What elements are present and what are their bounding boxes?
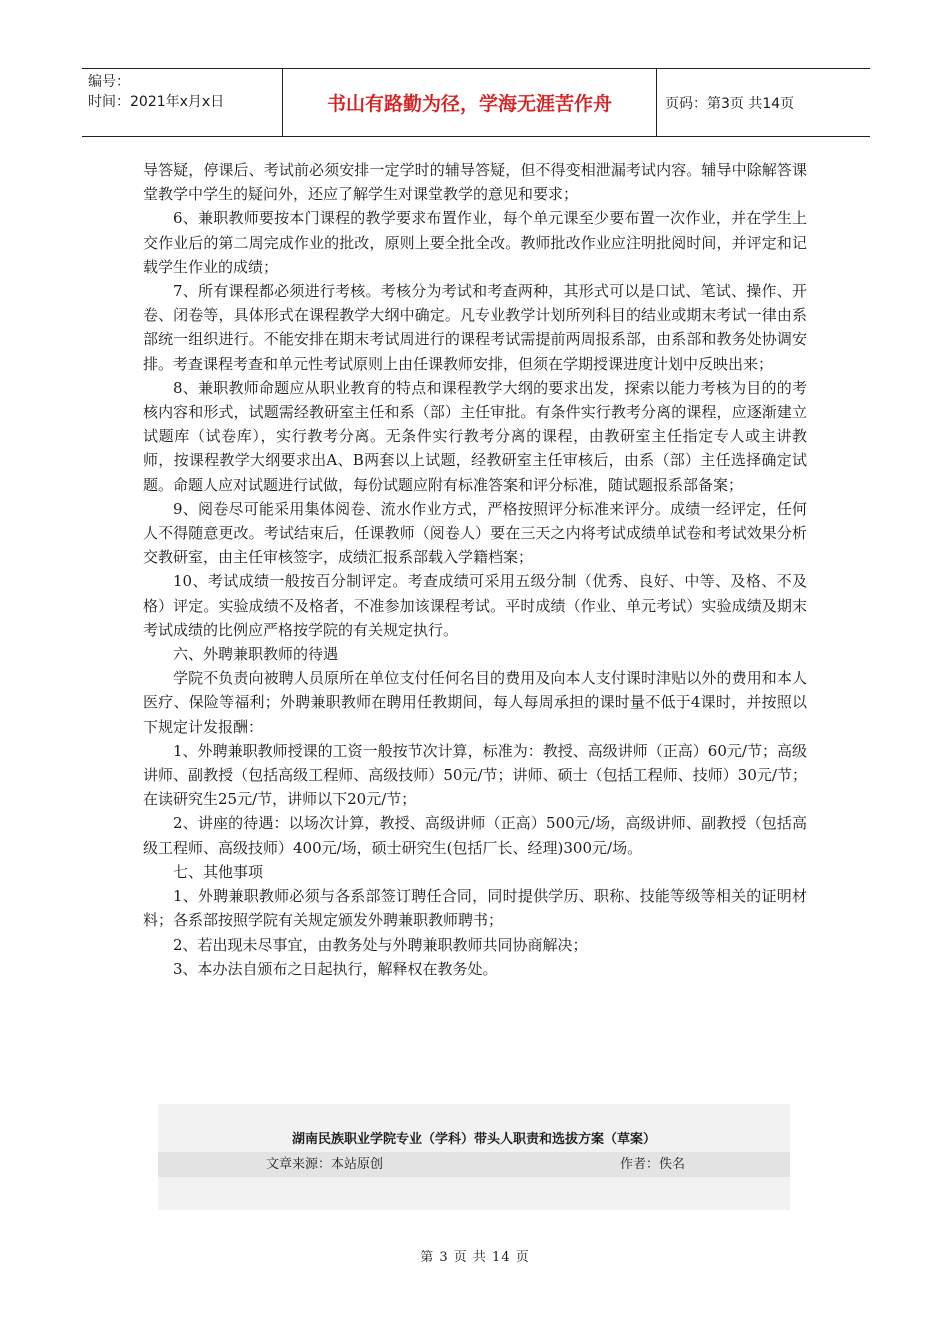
- paragraph: 2、讲座的待遇：以场次计算，教授、高级讲师（正高）500元/场，高级讲师、副教授（包括高级工程师、高级技师）400元/场，硕士研究生(包括厂长、经理)300元/场。: [143, 814, 807, 857]
- article-meta-row: [158, 1152, 790, 1177]
- document-number-label: 编号：: [88, 74, 130, 90]
- paragraph: 1、外聘兼职教师必须与各系部签订聘任合同，同时提供学历、职称、技能等级等相关的证明材料；各系部按照学院有关规定颁发外聘兼职教师聘书；: [143, 887, 807, 930]
- section-heading: 六、外聘兼职教师的待遇: [173, 645, 339, 664]
- paragraph: 导答疑，停课后、考试前必须安排一定学时的辅导答疑，但不得变相泄漏考试内容。辅导中除解答课堂教学中学生的疑问外，还应了解学生对课堂教学的意见和要求；: [143, 161, 807, 204]
- article-source: 文章来源：本站原创: [266, 1157, 384, 1172]
- paragraph: 9、阅卷尽可能采用集体阅卷、流水作业方式，严格按照评分标准来评分。成绩一经评定，任何人不得随意更改。考试结束后，任课教师（阅卷人）要在三天之内将考试成绩单试卷和考试效果分析交教研室，由主任审核签字，成绩汇报系部载入学籍档案；: [143, 499, 807, 567]
- paragraph: 1、外聘兼职教师授课的工资一般按节次计算，标准为：教授、高级讲师（正高）60元/节；高级讲师、副教授（包括高级工程师、高级技师）50元/节；讲师、硕士（包括工程师、技师）30元/节；在读研究生25元/节，讲师以下20元/节；: [143, 741, 807, 809]
- paragraph: 学院不负责向被聘人员原所在单位支付任何名目的费用及向本人支付课时津贴以外的费用和本人医疗、保险等福利；外聘兼职教师在聘用任教期间，每人每周承担的课时量不低于4课时，并按照以下规定计发报酬：: [143, 669, 807, 736]
- paragraph: 2、若出现未尽事宜，由教务处与外聘兼职教师共同协商解决；: [173, 935, 588, 954]
- article-author: 作者：佚名: [620, 1157, 686, 1172]
- article-title: 湖南民族职业学院专业（学科）带头人职责和选拔方案（草案）: [291, 1132, 656, 1147]
- header-info: [82, 69, 282, 136]
- section-heading: 七、其他事项: [173, 862, 264, 881]
- page-header: [82, 68, 870, 137]
- page-footer: 第 3 页 共 14 页: [420, 1250, 530, 1265]
- paragraph: 6、兼职教师要按本门课程的教学要求布置作业，每个单元课至少要布置一次作业，并在学生上交作业后的第二周完成作业的批改，原则上要全批全改。教师批改作业应注明批阅时间，并评定和记载学生作业的成绩；: [143, 209, 807, 276]
- header-motto: 书山有路勤为径，学海无涯苦作舟: [282, 69, 657, 136]
- paragraph: 8、兼职教师命题应从职业教育的特点和课程教学大纲的要求出发，探索以能力考核为目的的考核内容和形式，试题需经教研室主任和系（部）主任审批。有条件实行教考分离的课程，应逐渐建立试题库（试卷库），实行教考分离。无条件实行教考分离的课程，由教研室主任指定专人或主讲教师，按课程教学大纲要求出A、B两套以上试题，经教研室主任审核后，由系（部）主任选择确定试题。命题人应对试题进行试做，每份试题应附有标准答案和评分标准，随试题报系部备案；: [143, 378, 807, 494]
- document-date-label: 时间：2021年x月x日: [88, 94, 225, 110]
- article-info-box: [158, 1104, 790, 1210]
- paragraph: 10、考试成绩一般按百分制评定。考查成绩可采用五级分制（优秀、良好、中等、及格、不及格）评定。实验成绩不及格者，不准参加该课程考试。平时成绩（作业、单元考试）实验成绩及期末考试成绩的比例应严格按学院的有关规定执行。: [143, 572, 807, 639]
- header-page-info: 页码：第3页 共14页: [665, 95, 795, 112]
- document-body: [143, 158, 807, 981]
- paragraph: 3、本办法自颁布之日起执行，解释权在教务处。: [173, 959, 498, 978]
- paragraph: 7、所有课程都必须进行考核。考核分为考试和考查两种，其形式可以是口试、笔试、操作、开卷、闭卷等，具体形式在课程教学大纲中确定。凡专业教学计划所列科目的结业或期末考试一律由系部统一组织进行。不能安排在期末考试周进行的课程考试需提前两周报系部，由系部和教务处协调安排。考查课程考查和单元性考试原则上由任课教师安排，但须在学期授课进度计划中反映出来；: [143, 282, 807, 373]
